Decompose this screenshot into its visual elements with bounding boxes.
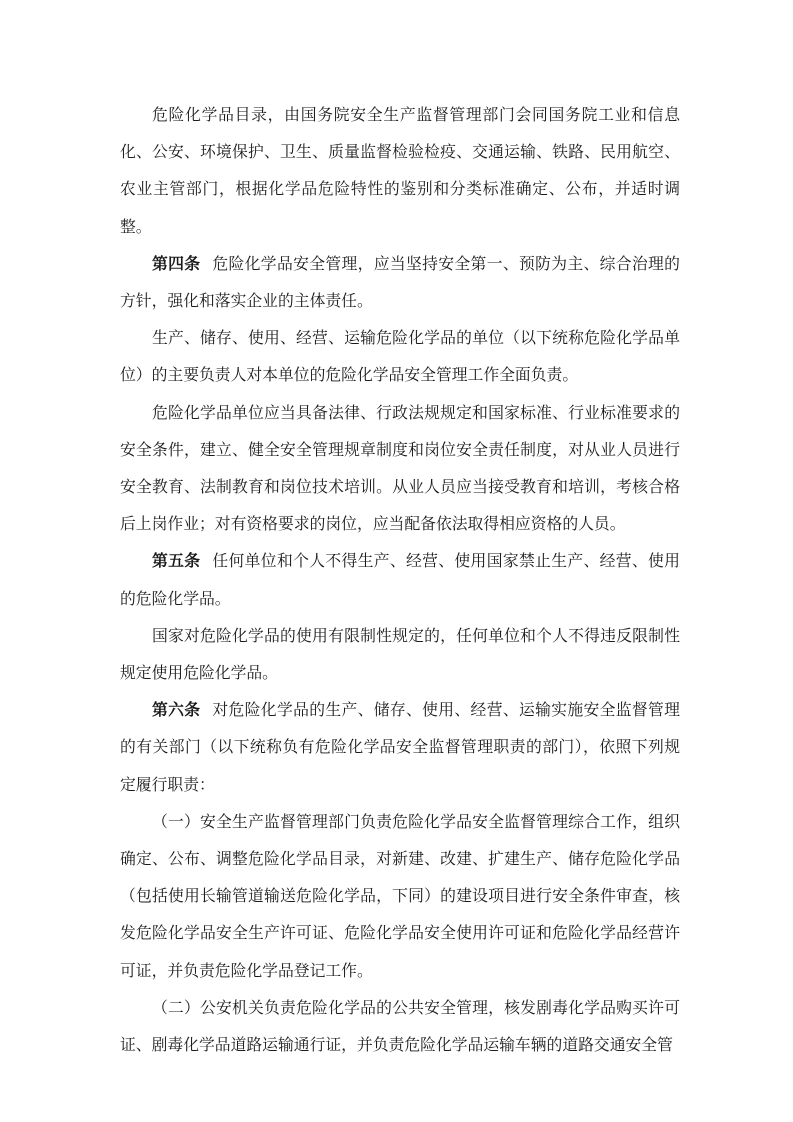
paragraph-6-text: 国家对危险化学品的使用有限制性规定的，任何单位和个人不得违反限制性规定使用危险化学品。 <box>120 625 680 683</box>
article-4-heading: 第四条 <box>152 253 201 273</box>
paragraph-1 <box>120 96 680 245</box>
paragraph-3-text: 生产、储存、使用、经营、运输危险化学品的单位（以下统称危险化学品单位）的主要负责人对本单位的危险化学品安全管理工作全面负责。 <box>120 328 680 385</box>
paragraph-5-text: 任何单位和个人不得生产、经营、使用国家禁止生产、经营、使用的危险化学品。 <box>120 551 680 608</box>
paragraph-9-text: （二）公安机关负责危险化学品的公共安全管理，核发剧毒化学品购买许可证、剧毒化学品道路运输通行证，并负责危险化学品运输车辆的道路交通安全管 <box>120 997 680 1055</box>
paragraph-3 <box>120 319 680 393</box>
paragraph-9 <box>120 989 680 1063</box>
paragraph-8-text: （一）安全生产监督管理部门负责危险化学品安全监督管理综合工作，组织确定、公布、调整危险化学品目录，对新建、改建、扩建生产、储存危险化学品（包括使用长输管道输送危险化学品，下同）的建设项目进行安全条件审查，核发危险化学品安全生产许可证、危险化学品安全使用许可证和危险化学品经营许可证，并负责危险化学品登记工作。 <box>120 811 680 980</box>
article-5-heading: 第五条 <box>152 551 201 571</box>
paragraph-7-text: 对危险化学品的生产、储存、使用、经营、运输实施安全监督管理的有关部门（以下统称负有危险化学品安全监督管理职责的部门），依照下列规定履行职责： <box>120 700 680 794</box>
paragraph-2-text: 危险化学品安全管理，应当坚持安全第一、预防为主、综合治理的方针，强化和落实企业的主体责任。 <box>120 253 680 311</box>
paragraph-5 <box>120 542 680 616</box>
document-page <box>120 96 680 1063</box>
paragraph-1-text: 危险化学品目录，由国务院安全生产监督管理部门会同国务院工业和信息化、公安、环境保护、卫生、质量监督检验检疫、交通运输、铁路、民用航空、农业主管部门，根据化学品危险特性的鉴别和分类标准确定、公布，并适时调整。 <box>120 105 680 236</box>
paragraph-4-text: 危险化学品单位应当具备法律、行政法规规定和国家标准、行业标准要求的安全条件，建立、健全安全管理规章制度和岗位安全责任制度，对从业人员进行安全教育、法制教育和岗位技术培训。从业人员应当接受教育和培训，考核合格后上岗作业；对有资格要求的岗位，应当配备依法取得相应资格的人员。 <box>120 402 680 534</box>
paragraph-4 <box>120 394 680 543</box>
paragraph-6 <box>120 617 680 691</box>
paragraph-2 <box>120 245 680 319</box>
paragraph-8 <box>120 803 680 989</box>
paragraph-7 <box>120 691 680 803</box>
article-6-heading: 第六条 <box>152 700 201 720</box>
